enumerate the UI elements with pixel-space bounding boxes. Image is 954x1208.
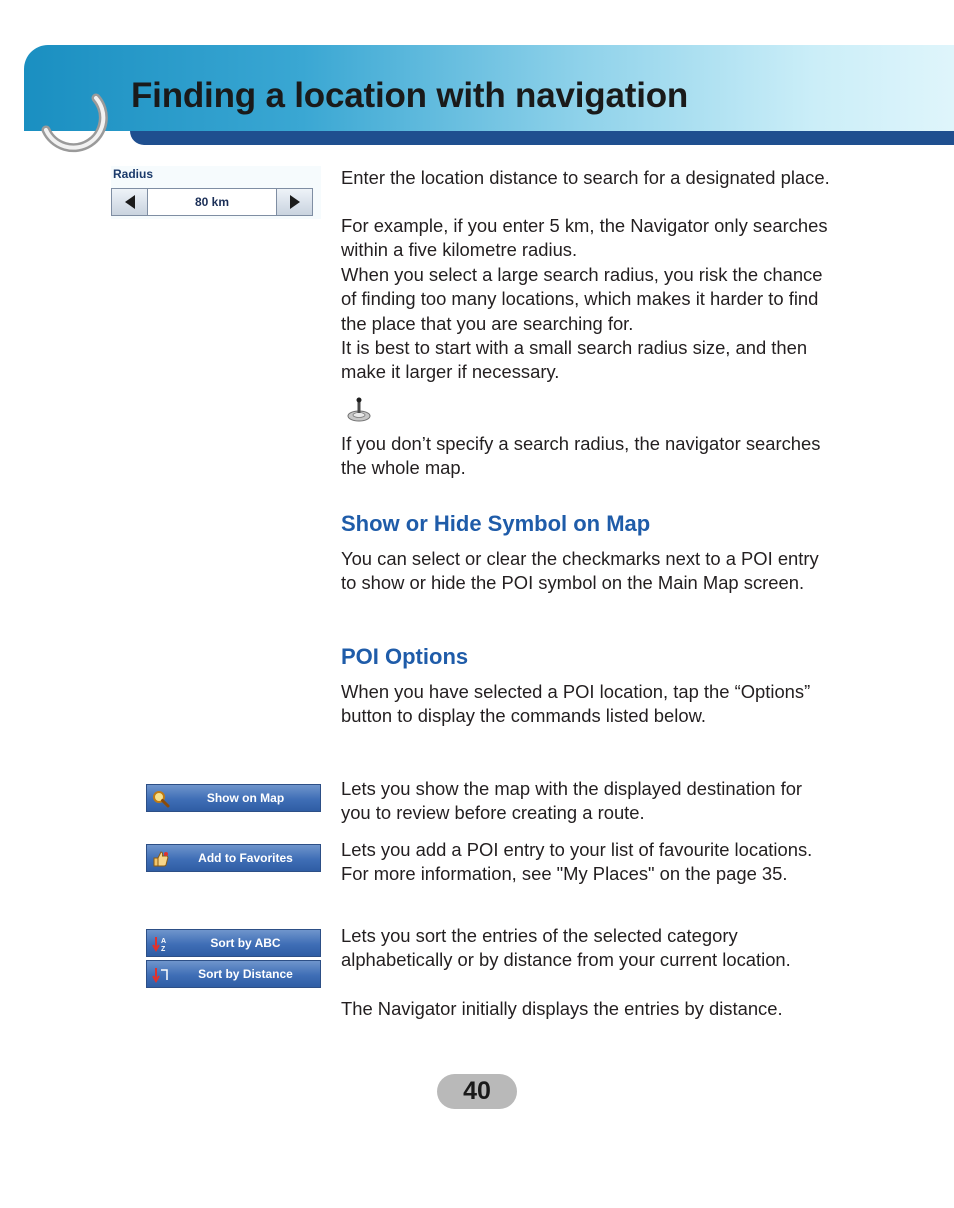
show-on-map-button[interactable] — [146, 784, 321, 812]
ring-binder-icon — [38, 86, 114, 162]
radius-paragraph-3: When you select a large search radius, you risk the chance of finding too many locations, which makes it harder to find the place that you are searching for. — [341, 264, 823, 334]
sort-by-abc-label: Sort by ABC — [210, 936, 281, 950]
sort-by-distance-button[interactable] — [146, 960, 321, 988]
svg-text:Z: Z — [161, 946, 166, 953]
radius-paragraph-2: For example, if you enter 5 km, the Navigator only searches within a five kilometre radius. — [341, 215, 828, 261]
svg-text:A: A — [161, 938, 167, 945]
add-to-favorites-button[interactable] — [146, 844, 321, 872]
sort-distance-icon — [152, 966, 170, 984]
note-paragraph: If you don’t specify a search radius, the navigator searches the whole map. — [341, 433, 821, 479]
radius-increase-button[interactable] — [276, 189, 312, 215]
radius-value: 80 km — [194, 195, 230, 209]
poi-options-paragraph: When you have selected a POI location, tap the “Options” button to display the commands listed below. — [341, 681, 811, 727]
thumbs-up-icon — [152, 850, 170, 868]
sort-description-1: Lets you sort the entries of the selected category alphabetically or by distance from your current location. — [341, 925, 791, 971]
arrow-left-icon — [123, 194, 137, 210]
sort-abc-icon — [152, 935, 170, 953]
sort-by-distance-label: Sort by Distance — [198, 967, 293, 981]
header-underline-bar — [130, 131, 954, 145]
sort-description-2: The Navigator initially displays the entries by distance. — [341, 998, 783, 1019]
show-hide-heading: Show or Hide Symbol on Map — [341, 511, 651, 536]
add-to-favorites-description: Lets you add a POI entry to your list of favourite locations. For more information, see "My Places" on the page 35. — [341, 839, 813, 885]
add-to-favorites-label: Add to Favorites — [198, 851, 293, 865]
arrow-right-icon — [288, 194, 302, 210]
show-on-map-label: Show on Map — [206, 791, 285, 805]
poi-options-heading: POI Options — [341, 644, 469, 669]
show-hide-paragraph: You can select or clear the checkmarks next to a POI entry to show or hide the POI symbol on the Main Map screen. — [341, 548, 819, 594]
page-number: 40 — [437, 1074, 517, 1109]
radius-widget — [111, 166, 321, 219]
radius-decrease-button[interactable] — [112, 189, 148, 215]
radius-label: Radius — [113, 167, 154, 181]
radius-stepper — [111, 188, 313, 216]
magnifier-icon — [152, 790, 170, 808]
sort-by-abc-button[interactable] — [146, 929, 321, 957]
radius-paragraph-1: Enter the location distance to search for a designated place. — [341, 167, 830, 188]
note-pin-icon — [345, 396, 373, 424]
show-on-map-description: Lets you show the map with the displayed destination for you to review before creating a route. — [341, 778, 803, 824]
radius-paragraph-4: It is best to start with a small search radius size, and then make it larger if necessary. — [341, 337, 808, 383]
page-title: Finding a location with navigation — [131, 76, 689, 115]
